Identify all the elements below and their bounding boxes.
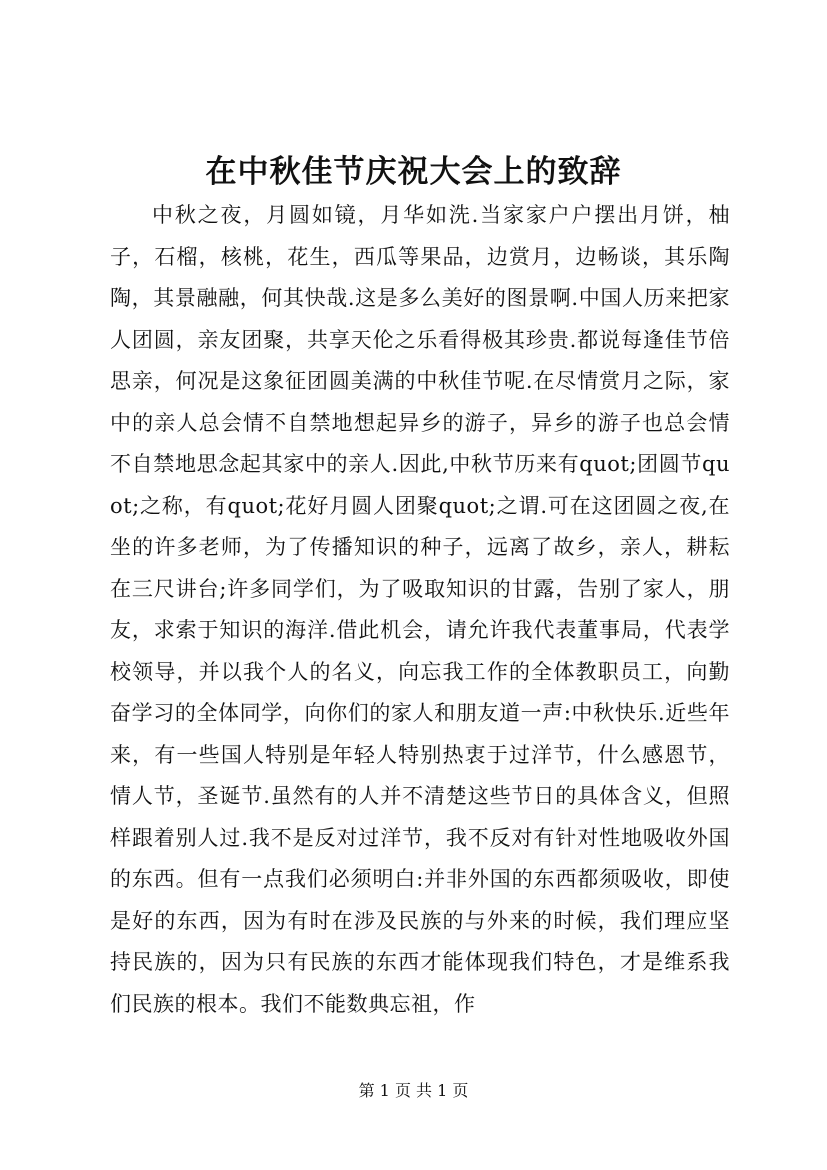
document-title: 在中秋佳节庆祝大会上的致辞: [205, 154, 622, 190]
page-number-footer: 第 1 页 共 1 页: [358, 1081, 469, 1100]
document-body-paragraph: 中秋之夜，月圆如镜，月华如洗.当家家户户摆出月饼，柚子，石榴，核桃，花生，西瓜等果品，边赏月，边畅谈，其乐陶陶，其景融融，何其快哉.这是多么美好的图景啊.中国人历来把家人团圆，亲友团聚，共享天伦之乐看得极其珍贵.都说每逢佳节倍思亲，何况是这象征团圆美满的中秋佳节呢.在尽情赏月之际，家中的亲人总会情不自禁地想起异乡的游子，异乡的游子也总会情不自禁地思念起其家中的亲人.因此,中秋节历来有quot;团圆节quot;之称，有quot;花好月圆人团聚quot;之谓.可在这团圆之夜,在坐的许多老师，为了传播知识的种子，远离了故乡，亲人，耕耘在三尺讲台;许多同学们，为了吸取知识的甘露，告别了家人，朋友，求索于知识的海洋.借此机会，请允许我代表董事局，代表学校领导，并以我个人的名义，向忘我工作的全体教职员工，向勤奋学习的全体同学，向你们的家人和朋友道一声:中秋快乐.近些年来，有一些国人特别是年轻人特别热衷于过洋节，什么感恩节，情人节，圣诞节.虽然有的人并不清楚这些节日的具体含义，但照样跟着别人过.我不是反对过洋节，我不反对有针对性地吸收外国的东西。但有一点我们必须明白:并非外国的东西都须吸收，即使是好的东西，因为有时在涉及民族的与外来的时候，我们理应坚持民族的，因为只有民族的东西才能体现我们特色，才是维系我们民族的根本。我们不能数典忘祖，作: [110, 203, 730, 1016]
